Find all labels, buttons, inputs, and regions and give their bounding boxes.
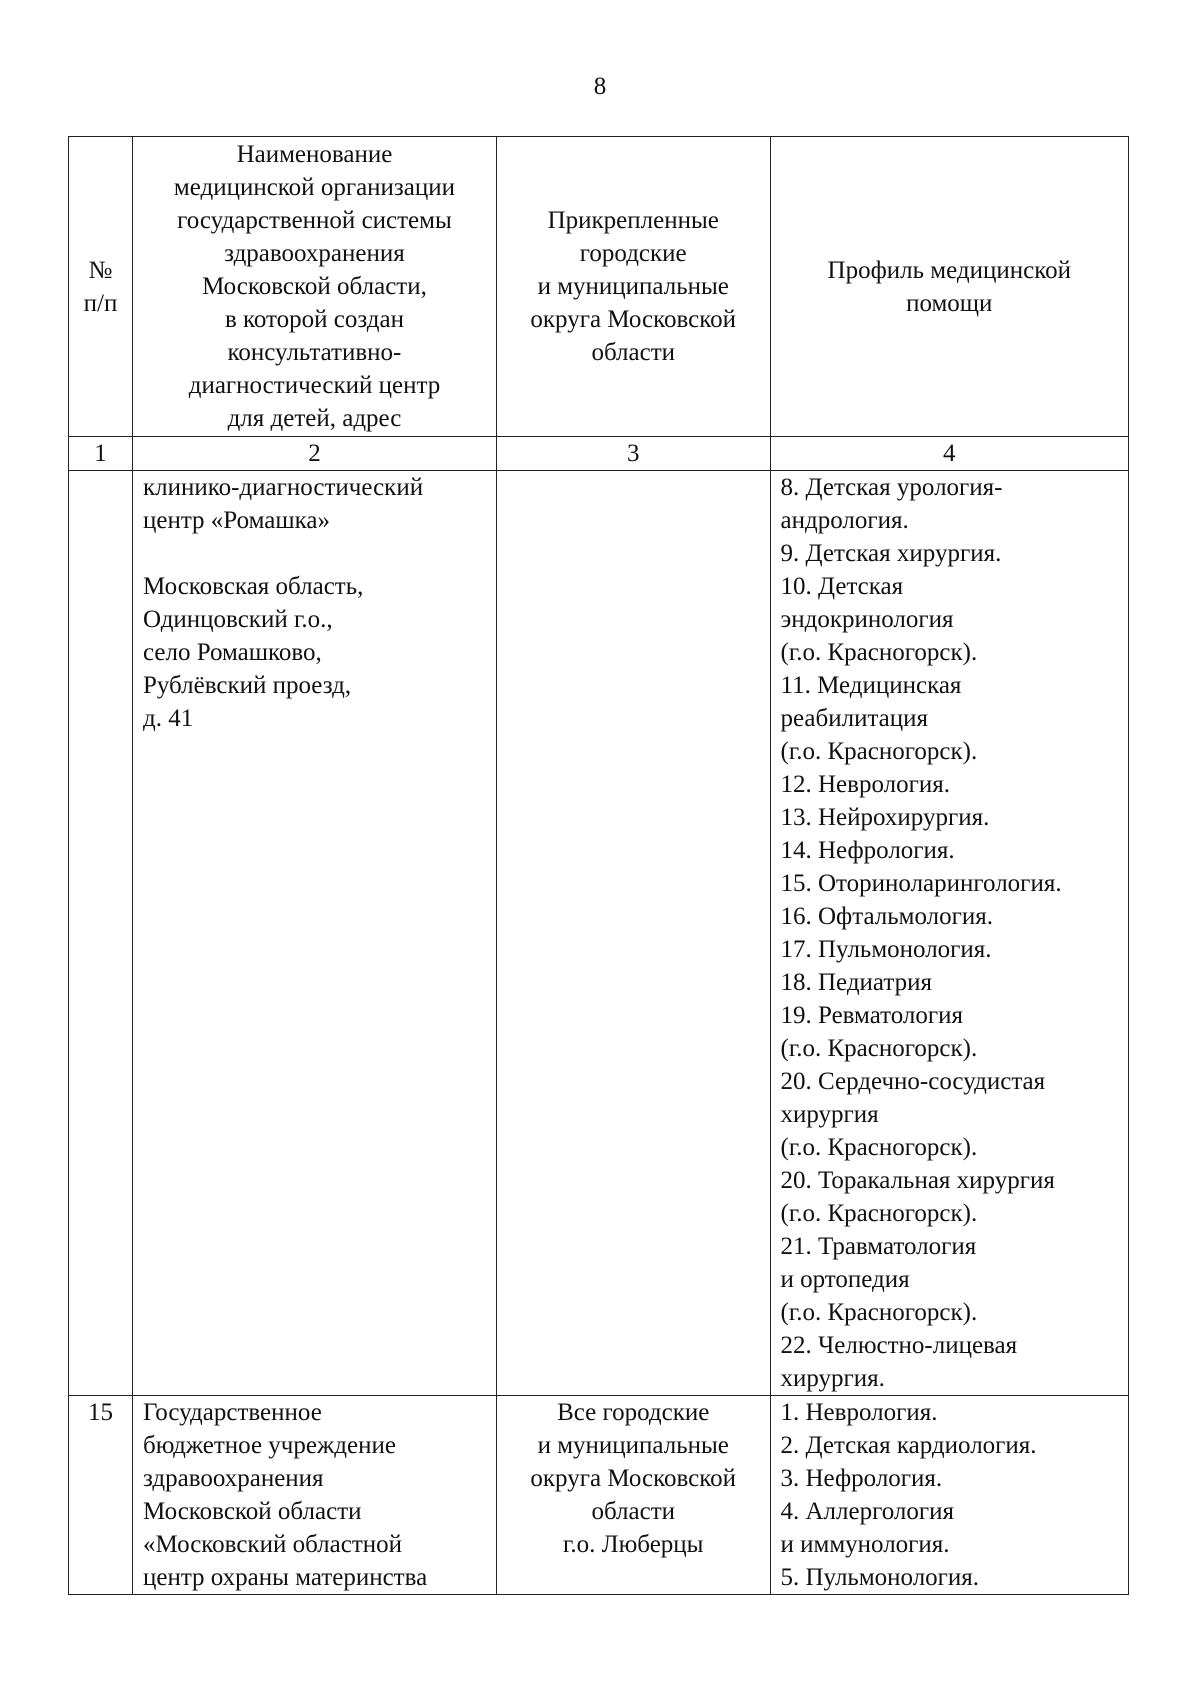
table-header-row [69, 137, 1129, 437]
organization-cell: Государственное бюджетное учреждение здравоохранения Московской области «Московский областной центр охраны материнства [132, 1396, 496, 1595]
districts-cell [496, 471, 770, 1396]
address-line: Московская область, [142, 573, 364, 600]
profiles-cell: 8. Детская урология- андрология. 9. Детская хирургия. 10. Детская эндокринология (г.о. Красногорск). 11. Медицинская реабилитация (г.о. Красногорск). 12. Неврология. 13. Нейрохирургия. 14. Нефрология. 15. Оториноларингология. 16. Офтальмология. 17. Пульмонология. 18. Педиатрия 19. Ревматология (г.о. Красногорск). 20. Сердечно-сосудистая хирургия (г.о. Красногорск). 20. Торакальная хирургия (г.о. Красногорск). 21. Травматология и ортопедия (г.о. Красногорск). 22. Челюстно-лицевая хирургия. [770, 471, 1129, 1396]
address-line: д. 41 [142, 705, 194, 732]
column-number: 1 [69, 437, 133, 471]
districts-cell: Все городские и муниципальные округа Московской области г.о. Люберцы [496, 1396, 770, 1595]
column-number: 3 [496, 437, 770, 471]
header-organization: Наименование медицинской организации государственной системы здравоохранения Московской области, в которой создан консультативно- диагностический центр для детей, адрес [132, 137, 496, 437]
column-number: 2 [132, 437, 496, 471]
header-number: № п/п [69, 137, 133, 437]
organization-cell: клинико-диагностический центр «Ромашка» Московская область, Одинцовский г.о., село Ромашково, Рублёвский проезд, д. 41 [132, 471, 496, 1396]
page-number: 8 [593, 73, 607, 100]
row-number: 15 [69, 1396, 133, 1595]
address-line: село Ромашково, [142, 639, 322, 666]
table-row [69, 471, 1129, 1396]
row-number [69, 471, 133, 1396]
address-line: Рублёвский проезд, [142, 672, 352, 699]
address-line: Одинцовский г.о., [142, 606, 333, 633]
profiles-cell: 1. Неврология. 2. Детская кардиология. 3. Нефрология. 4. Аллергология и иммунология. 5. Пульмонология. [770, 1396, 1129, 1595]
header-profile: Профиль медицинской помощи [770, 137, 1129, 437]
column-number: 4 [770, 437, 1129, 471]
column-numbers-row [69, 437, 1129, 471]
header-districts: Прикрепленные городские и муниципальные округа Московской области [496, 137, 770, 437]
clinics-table [68, 136, 1129, 1595]
table-row [69, 1396, 1129, 1595]
